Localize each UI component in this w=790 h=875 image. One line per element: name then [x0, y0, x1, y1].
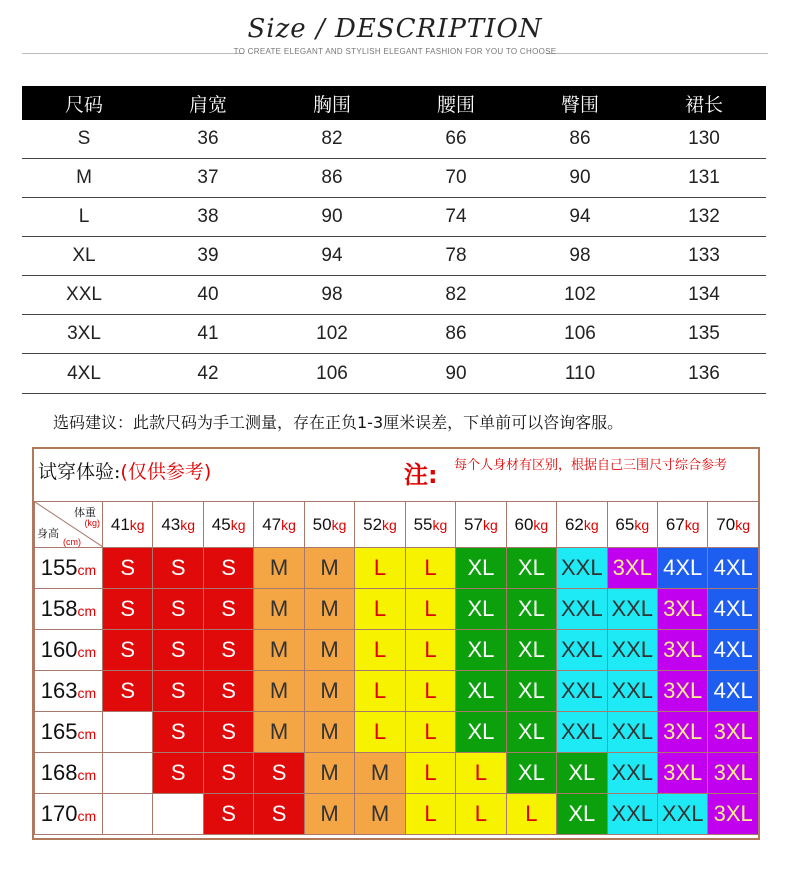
- size-cell: 90: [270, 198, 394, 237]
- size-cell: 40: [146, 276, 270, 315]
- size-recommendation-cell: L: [456, 794, 506, 835]
- weight-header-cell: [557, 502, 607, 548]
- weight-header-cell: [203, 502, 253, 548]
- kg-unit: kg: [180, 516, 196, 533]
- size-cell: 102: [518, 276, 642, 315]
- height-row: [35, 794, 759, 835]
- size-recommendation-cell: S: [153, 671, 203, 712]
- height-cell: [35, 794, 103, 835]
- size-recommendation-cell: S: [203, 548, 253, 589]
- size-cell: XXL: [22, 276, 146, 315]
- size-cell: 86: [270, 159, 394, 198]
- size-recommendation-cell: S: [254, 794, 304, 835]
- size-recommendation-cell: M: [254, 671, 304, 712]
- size-recommendation-cell: M: [254, 548, 304, 589]
- size-recommendation-cell: M: [304, 712, 354, 753]
- size-recommendation-cell: S: [103, 548, 153, 589]
- weight-header-cell: [506, 502, 556, 548]
- col-length: 裙长: [642, 86, 766, 120]
- size-recommendation-cell: S: [103, 589, 153, 630]
- size-recommendation-cell: L: [355, 671, 405, 712]
- size-recommendation-cell: S: [254, 753, 304, 794]
- size-cell: 134: [642, 276, 766, 315]
- tryon-title: [38, 457, 211, 484]
- warning-text: 每个人身材有区别，根据自己三围尺寸综合参考: [454, 458, 728, 473]
- height-value: 155: [40, 555, 78, 580]
- height-label: 身高: [37, 528, 59, 540]
- kg-unit: kg: [382, 516, 397, 533]
- size-cell: M: [22, 159, 146, 198]
- col-hip: 臀围: [518, 86, 642, 120]
- size-table-header: [22, 86, 766, 120]
- size-recommendation-cell: XXL: [607, 630, 657, 671]
- size-cell: L: [22, 198, 146, 237]
- size-recommendation-cell: L: [405, 630, 455, 671]
- weight-value: 67: [665, 514, 685, 534]
- col-waist: 腰围: [394, 86, 518, 120]
- size-cell: 38: [146, 198, 270, 237]
- weight-value: 55: [413, 514, 433, 534]
- kg-unit: kg: [634, 516, 650, 533]
- weight-value: 60: [514, 514, 534, 534]
- weight-value: 45: [211, 514, 231, 534]
- cm-unit: cm: [77, 562, 97, 578]
- cm-unit: cm: [77, 644, 97, 660]
- size-cell: 42: [146, 354, 270, 394]
- empty-cell: [103, 712, 153, 753]
- size-cell: 39: [146, 237, 270, 276]
- height-cell: [35, 712, 103, 753]
- tryon-title-note: (仅供参考): [120, 461, 212, 483]
- height-value: 168: [40, 760, 78, 785]
- size-recommendation-cell: 3XL: [657, 671, 707, 712]
- size-recommendation-cell: XXL: [557, 712, 607, 753]
- height-cell: [35, 548, 103, 589]
- size-recommendation-cell: L: [405, 671, 455, 712]
- size-recommendation-cell: 3XL: [657, 712, 707, 753]
- weight-header-cell: [153, 502, 203, 548]
- size-cell: 3XL: [22, 315, 146, 354]
- size-cell: 131: [642, 159, 766, 198]
- size-row: [22, 315, 766, 354]
- size-recommendation-cell: XXL: [607, 671, 657, 712]
- size-recommendation-cell: XL: [506, 589, 556, 630]
- height-cell: [35, 671, 103, 712]
- size-recommendation-cell: M: [304, 671, 354, 712]
- size-recommendation-cell: L: [405, 589, 455, 630]
- weight-value: 50: [312, 514, 332, 534]
- weight-value: 57: [464, 514, 483, 534]
- height-value: 163: [40, 678, 78, 703]
- size-cell: 90: [394, 354, 518, 394]
- size-row: [22, 120, 766, 159]
- size-recommendation-cell: S: [103, 630, 153, 671]
- height-row: [35, 630, 759, 671]
- size-cell: 74: [394, 198, 518, 237]
- kg-unit: kg: [583, 516, 599, 533]
- size-row: [22, 276, 766, 315]
- cm-unit: cm: [77, 685, 97, 701]
- weight-value: 62: [564, 514, 584, 534]
- empty-cell: [153, 794, 203, 835]
- size-recommendation-cell: 3XL: [657, 630, 707, 671]
- size-recommendation-cell: L: [405, 712, 455, 753]
- size-recommendation-cell: XXL: [607, 712, 657, 753]
- empty-cell: [103, 753, 153, 794]
- size-cell: 110: [518, 354, 642, 394]
- size-recommendation-cell: XL: [506, 712, 556, 753]
- size-recommendation-cell: XXL: [657, 794, 707, 835]
- height-cell: [35, 753, 103, 794]
- warning-label: 注:: [404, 461, 438, 489]
- size-recommendation-cell: XL: [456, 671, 506, 712]
- weight-header-cell: [355, 502, 405, 548]
- size-recommendation-cell: S: [153, 712, 203, 753]
- size-recommendation-cell: L: [405, 794, 455, 835]
- size-recommendation-cell: L: [456, 753, 506, 794]
- size-cell: 106: [518, 315, 642, 354]
- size-recommendation-cell: L: [355, 548, 405, 589]
- col-bust: 胸围: [270, 86, 394, 120]
- size-recommendation-cell: XL: [506, 671, 556, 712]
- height-cell: [35, 589, 103, 630]
- tryon-chart: [32, 447, 760, 840]
- height-value: 170: [40, 801, 78, 826]
- corner-cell: [35, 502, 103, 548]
- height-row: [35, 712, 759, 753]
- size-recommendation-cell: L: [355, 712, 405, 753]
- col-shoulder: 肩宽: [146, 86, 270, 120]
- size-recommendation-cell: M: [254, 630, 304, 671]
- size-recommendation-cell: M: [304, 589, 354, 630]
- size-cell: 106: [270, 354, 394, 394]
- size-cell: 98: [518, 237, 642, 276]
- weight-header-cell: [405, 502, 455, 548]
- sizing-note: 选码建议：此款尺码为手工测量，存在正负1-3厘米误差，下单前可以咨询客服。: [53, 413, 624, 432]
- size-cell: 70: [394, 159, 518, 198]
- size-recommendation-cell: 3XL: [708, 712, 758, 753]
- size-recommendation-cell: M: [304, 753, 354, 794]
- size-cell: 4XL: [22, 354, 146, 394]
- size-row: [22, 354, 766, 394]
- size-recommendation-cell: L: [405, 548, 455, 589]
- size-cell: 102: [270, 315, 394, 354]
- cm-unit: cm: [77, 726, 97, 742]
- size-recommendation-cell: S: [203, 671, 253, 712]
- size-recommendation-cell: XL: [557, 794, 607, 835]
- size-recommendation-cell: 3XL: [657, 589, 707, 630]
- size-cell: 86: [394, 315, 518, 354]
- size-recommendation-cell: XXL: [607, 753, 657, 794]
- cm-unit: cm: [77, 603, 97, 619]
- kg-unit: kg: [129, 516, 145, 533]
- size-table: [22, 86, 766, 394]
- weight-value: 70: [716, 514, 736, 534]
- kg-unit: kg: [281, 516, 296, 533]
- size-recommendation-cell: XXL: [557, 548, 607, 589]
- height-row: [35, 753, 759, 794]
- size-recommendation-cell: 3XL: [657, 753, 707, 794]
- size-recommendation-cell: S: [103, 671, 153, 712]
- size-recommendation-cell: XL: [456, 630, 506, 671]
- size-recommendation-cell: XL: [456, 548, 506, 589]
- size-recommendation-cell: 4XL: [708, 548, 758, 589]
- size-recommendation-cell: S: [203, 753, 253, 794]
- size-recommendation-cell: XL: [456, 589, 506, 630]
- size-recommendation-cell: XL: [506, 548, 556, 589]
- size-recommendation-cell: XL: [506, 630, 556, 671]
- weight-label: 体重: [74, 507, 96, 519]
- cm-unit: cm: [77, 808, 97, 824]
- kg-unit: kg: [482, 516, 498, 533]
- size-cell: 82: [394, 276, 518, 315]
- weight-header-cell: [456, 502, 506, 548]
- page-title: Size / DESCRIPTION: [247, 14, 543, 44]
- size-recommendation-cell: S: [203, 712, 253, 753]
- size-row: [22, 237, 766, 276]
- weight-header-row: [35, 502, 759, 548]
- height-value: 160: [40, 637, 78, 662]
- size-recommendation-cell: XXL: [607, 794, 657, 835]
- weight-header-cell: [708, 502, 758, 548]
- weight-header-cell: [254, 502, 304, 548]
- weight-value: 43: [161, 514, 181, 534]
- size-recommendation-cell: S: [203, 589, 253, 630]
- weight-header-cell: [304, 502, 354, 548]
- size-cell: 36: [146, 120, 270, 159]
- size-cell: 66: [394, 120, 518, 159]
- size-cell: 86: [518, 120, 642, 159]
- size-recommendation-cell: XL: [557, 753, 607, 794]
- size-cell: 133: [642, 237, 766, 276]
- tryon-grid: [34, 501, 759, 835]
- size-recommendation-cell: L: [355, 589, 405, 630]
- kg-unit: kg: [684, 516, 700, 533]
- size-cell: XL: [22, 237, 146, 276]
- size-recommendation-cell: XXL: [607, 589, 657, 630]
- height-row: [35, 548, 759, 589]
- kg-unit: kg: [331, 516, 347, 533]
- page-subtitle: TO CREATE ELEGANT AND STYLISH ELEGANT FASHION FOR YOU TO CHOOSE: [233, 47, 557, 56]
- size-recommendation-cell: M: [355, 794, 405, 835]
- height-value: 165: [40, 719, 78, 744]
- size-cell: 132: [642, 198, 766, 237]
- size-recommendation-cell: 3XL: [708, 753, 758, 794]
- height-cell: [35, 630, 103, 671]
- size-recommendation-cell: XL: [506, 753, 556, 794]
- size-recommendation-cell: M: [304, 794, 354, 835]
- size-recommendation-cell: 4XL: [657, 548, 707, 589]
- size-cell: 41: [146, 315, 270, 354]
- size-recommendation-cell: S: [203, 630, 253, 671]
- kg-unit: kg: [533, 516, 549, 533]
- size-cell: 94: [518, 198, 642, 237]
- weight-value: 41: [110, 514, 130, 534]
- size-recommendation-cell: S: [153, 753, 203, 794]
- size-recommendation-cell: M: [254, 712, 304, 753]
- size-recommendation-cell: L: [355, 630, 405, 671]
- size-recommendation-cell: XL: [456, 712, 506, 753]
- size-recommendation-cell: 4XL: [708, 589, 758, 630]
- weight-value: 52: [363, 514, 383, 534]
- weight-value: 65: [615, 514, 635, 534]
- size-row: [22, 198, 766, 237]
- size-recommendation-cell: 3XL: [708, 794, 758, 835]
- size-cell: 98: [270, 276, 394, 315]
- size-recommendation-cell: XXL: [557, 630, 607, 671]
- size-recommendation-cell: S: [153, 589, 203, 630]
- size-cell: 136: [642, 354, 766, 394]
- size-cell: 90: [518, 159, 642, 198]
- size-recommendation-cell: L: [506, 794, 556, 835]
- tryon-title-text: 试穿体验:: [38, 461, 121, 483]
- size-cell: 135: [642, 315, 766, 354]
- size-recommendation-cell: M: [254, 589, 304, 630]
- kg-unit: kg: [735, 516, 751, 533]
- size-recommendation-cell: S: [153, 630, 203, 671]
- size-cell: 37: [146, 159, 270, 198]
- height-row: [35, 671, 759, 712]
- height-row: [35, 589, 759, 630]
- size-recommendation-cell: 4XL: [708, 671, 758, 712]
- height-value: 158: [40, 596, 78, 621]
- weight-header-cell: [657, 502, 707, 548]
- height-unit: (cm): [63, 537, 81, 547]
- size-recommendation-cell: L: [405, 753, 455, 794]
- size-cell: 94: [270, 237, 394, 276]
- size-recommendation-cell: 3XL: [607, 548, 657, 589]
- size-recommendation-cell: M: [304, 548, 354, 589]
- size-recommendation-cell: XXL: [557, 589, 607, 630]
- weight-value: 47: [262, 514, 282, 534]
- kg-unit: kg: [230, 516, 246, 533]
- size-cell: 82: [270, 120, 394, 159]
- size-cell: S: [22, 120, 146, 159]
- size-cell: 130: [642, 120, 766, 159]
- kg-unit: kg: [432, 516, 448, 533]
- empty-cell: [103, 794, 153, 835]
- size-recommendation-cell: XXL: [557, 671, 607, 712]
- weight-header-cell: [607, 502, 657, 548]
- weight-unit: (kg): [84, 518, 100, 528]
- size-recommendation-cell: M: [355, 753, 405, 794]
- cm-unit: cm: [77, 767, 97, 783]
- size-recommendation-cell: S: [203, 794, 253, 835]
- col-size: 尺码: [22, 86, 146, 120]
- size-row: [22, 159, 766, 198]
- weight-header-cell: [103, 502, 153, 548]
- size-recommendation-cell: S: [153, 548, 203, 589]
- size-recommendation-cell: 4XL: [708, 630, 758, 671]
- size-recommendation-cell: M: [304, 630, 354, 671]
- size-cell: 78: [394, 237, 518, 276]
